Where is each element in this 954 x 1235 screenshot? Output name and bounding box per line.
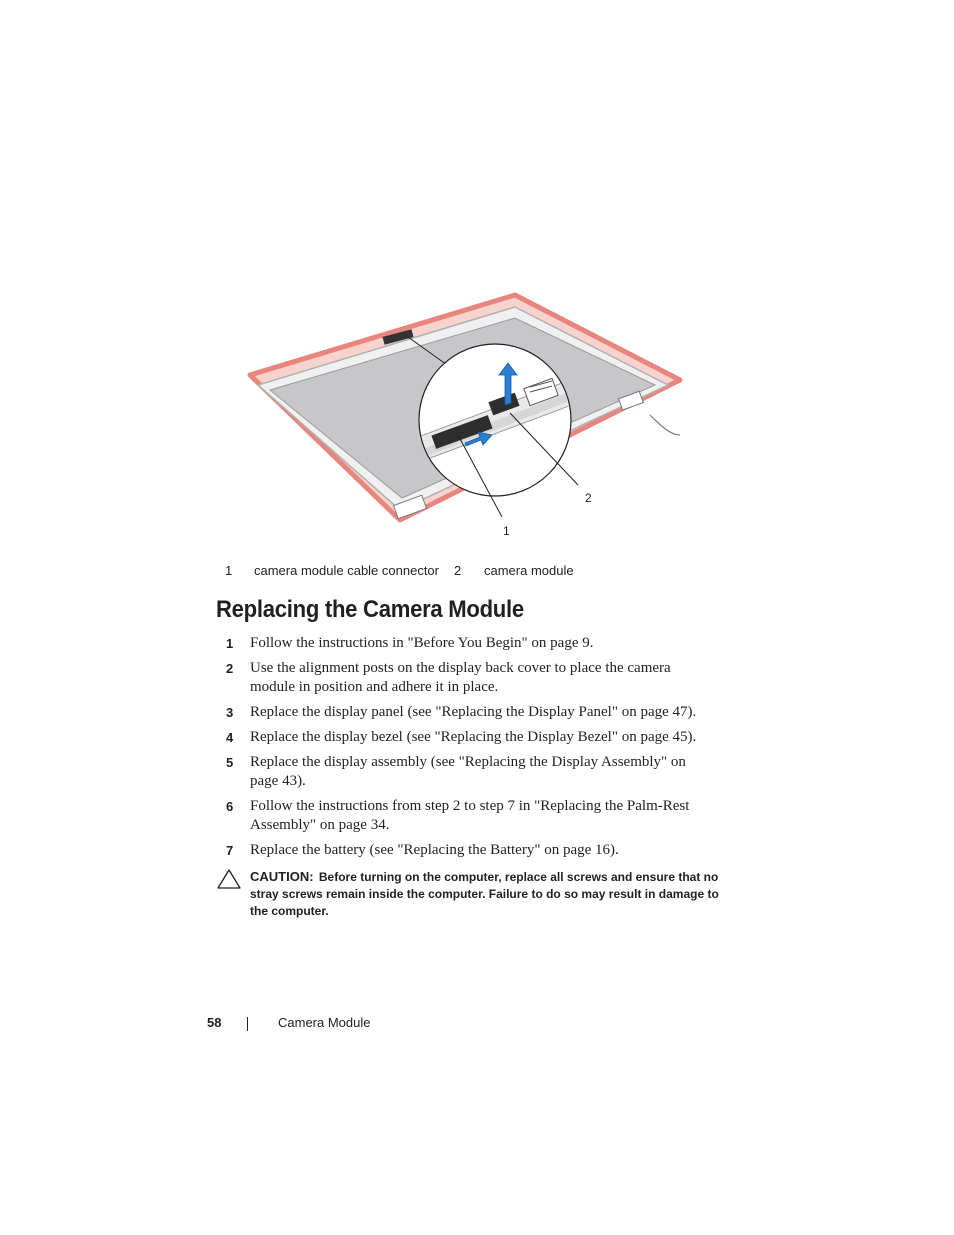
step-number: 7 <box>226 843 234 858</box>
caution-body: Before turning on the computer, replace all screws and ensure that no stray screws remain inside the computer. Failure to do so may result in damage to the computer. <box>250 870 719 918</box>
caution-triangle-icon <box>216 868 242 895</box>
caution-text-block <box>250 868 720 920</box>
step-text: Replace the battery (see "Replacing the Battery" on page 16). <box>250 842 619 858</box>
step-item <box>226 753 716 791</box>
legend-num-1: 1 <box>225 563 233 578</box>
section-heading: Replacing the Camera Module <box>216 596 524 623</box>
procedure-steps <box>226 634 716 866</box>
page-number: 58 <box>207 1015 222 1030</box>
step-number: 3 <box>226 705 234 720</box>
step-text: Replace the display bezel (see "Replacing the Display Bezel" on page 45). <box>250 729 697 745</box>
step-item <box>226 659 716 697</box>
step-number: 2 <box>226 661 234 676</box>
step-number: 6 <box>226 799 234 814</box>
display-back-cover-drawing <box>240 285 710 545</box>
step-item <box>226 634 716 653</box>
camera-module-illustration <box>240 285 710 545</box>
legend-label-2: camera module <box>484 563 574 578</box>
step-item <box>226 797 716 835</box>
legend-label-1: camera module cable connector <box>254 563 439 578</box>
caution-label: CAUTION: <box>250 869 314 884</box>
footer-section-title: Camera Module <box>278 1015 371 1030</box>
footer-divider <box>247 1017 248 1031</box>
step-number: 1 <box>226 636 234 651</box>
legend-num-2: 2 <box>454 563 462 578</box>
step-text: Replace the display panel (see "Replacing the Display Panel" on page 47). <box>250 704 697 720</box>
step-item <box>226 703 716 722</box>
step-text: Follow the instructions from step 2 to step 7 in "Replacing the Palm-Rest Assembly" on page 34. <box>250 798 690 833</box>
step-number: 5 <box>226 755 234 770</box>
step-item <box>226 841 716 860</box>
callout-1: 1 <box>503 524 510 538</box>
step-item <box>226 728 716 747</box>
step-text: Follow the instructions in "Before You Begin" on page 9. <box>250 635 594 651</box>
step-text: Replace the display assembly (see "Replacing the Display Assembly" on page 43). <box>250 754 686 789</box>
callout-2: 2 <box>585 491 592 505</box>
step-number: 4 <box>226 730 234 745</box>
step-text: Use the alignment posts on the display back cover to place the camera module in position and adhere it in place. <box>250 660 671 695</box>
